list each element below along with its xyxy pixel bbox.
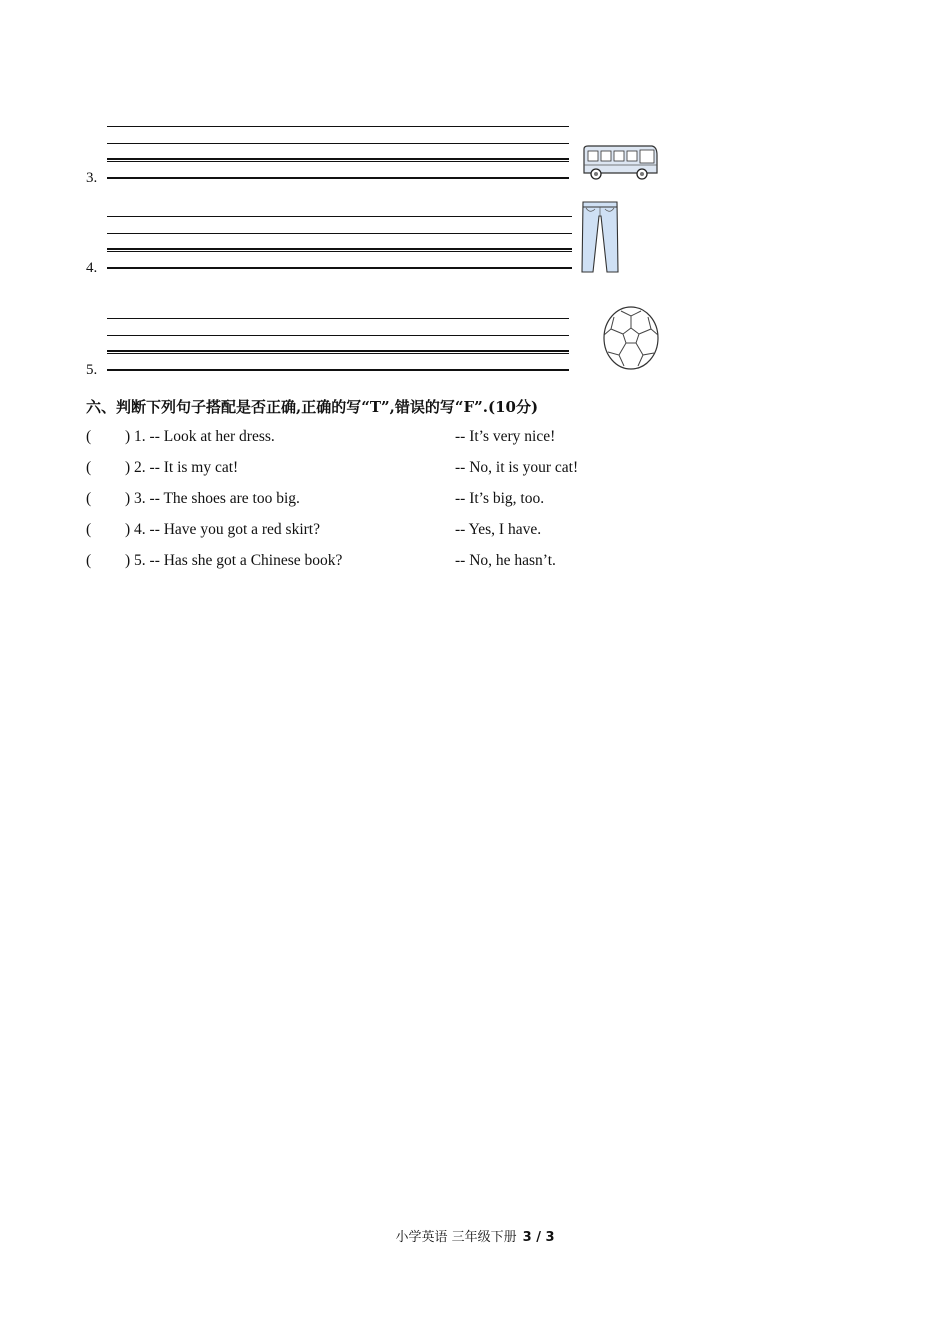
section-title: 六、判断下列句子搭配是否正确,正确的写“T”,错误的写“F”.(10分) [86,398,539,416]
bus-icon [580,143,660,183]
writing-line [107,353,569,354]
writing-line [107,216,572,217]
writing-line [107,177,569,179]
page-footer [0,1226,950,1245]
list-item [86,428,786,450]
list-item [86,490,786,512]
answer-blank-open: ( [86,428,92,445]
writing-item-3 [0,120,950,200]
writing-line [107,233,572,234]
answer-text: -- Yes, I have. [455,521,542,538]
question-text: ) 4. -- Have you got a red skirt? [125,521,320,538]
question-text: ) 1. -- Look at her dress. [125,428,275,445]
answer-text: -- No, he hasn’t. [455,552,556,569]
writing-line [107,318,569,319]
jeans-icon [580,200,620,274]
answer-text: -- It’s big, too. [455,490,545,507]
question-text: ) 3. -- The shoes are too big. [125,490,300,507]
answer-text: -- No, it is your cat! [455,459,579,476]
writing-line [107,335,569,336]
writing-line [107,143,569,144]
footer-label: 小学英语 三年级下册 [395,1230,517,1245]
answer-blank-open: ( [86,552,92,569]
answer-blank-open: ( [86,521,92,538]
writing-line [107,126,569,127]
page-number: 3 / 3 [522,1230,555,1245]
list-item [86,552,786,574]
answer-blank-open: ( [86,490,92,507]
writing-line [107,251,572,252]
question-text: ) 2. -- It is my cat! [125,459,239,476]
writing-line [107,248,572,250]
answer-blank-open: ( [86,459,92,476]
item-number: 5. [86,362,98,378]
list-item [86,459,786,481]
writing-line [107,267,572,269]
question-text: ) 5. -- Has she got a Chinese book? [125,552,343,569]
item-number: 3. [86,170,98,186]
writing-line [107,350,569,352]
item-number: 4. [86,260,98,276]
soccer-ball-icon [602,305,662,371]
writing-line [107,369,569,371]
writing-item-5 [0,312,950,392]
answer-text: -- It’s very nice! [455,428,556,445]
writing-line [107,158,569,160]
writing-item-4 [0,210,950,290]
writing-line [107,161,569,162]
list-item [86,521,786,543]
